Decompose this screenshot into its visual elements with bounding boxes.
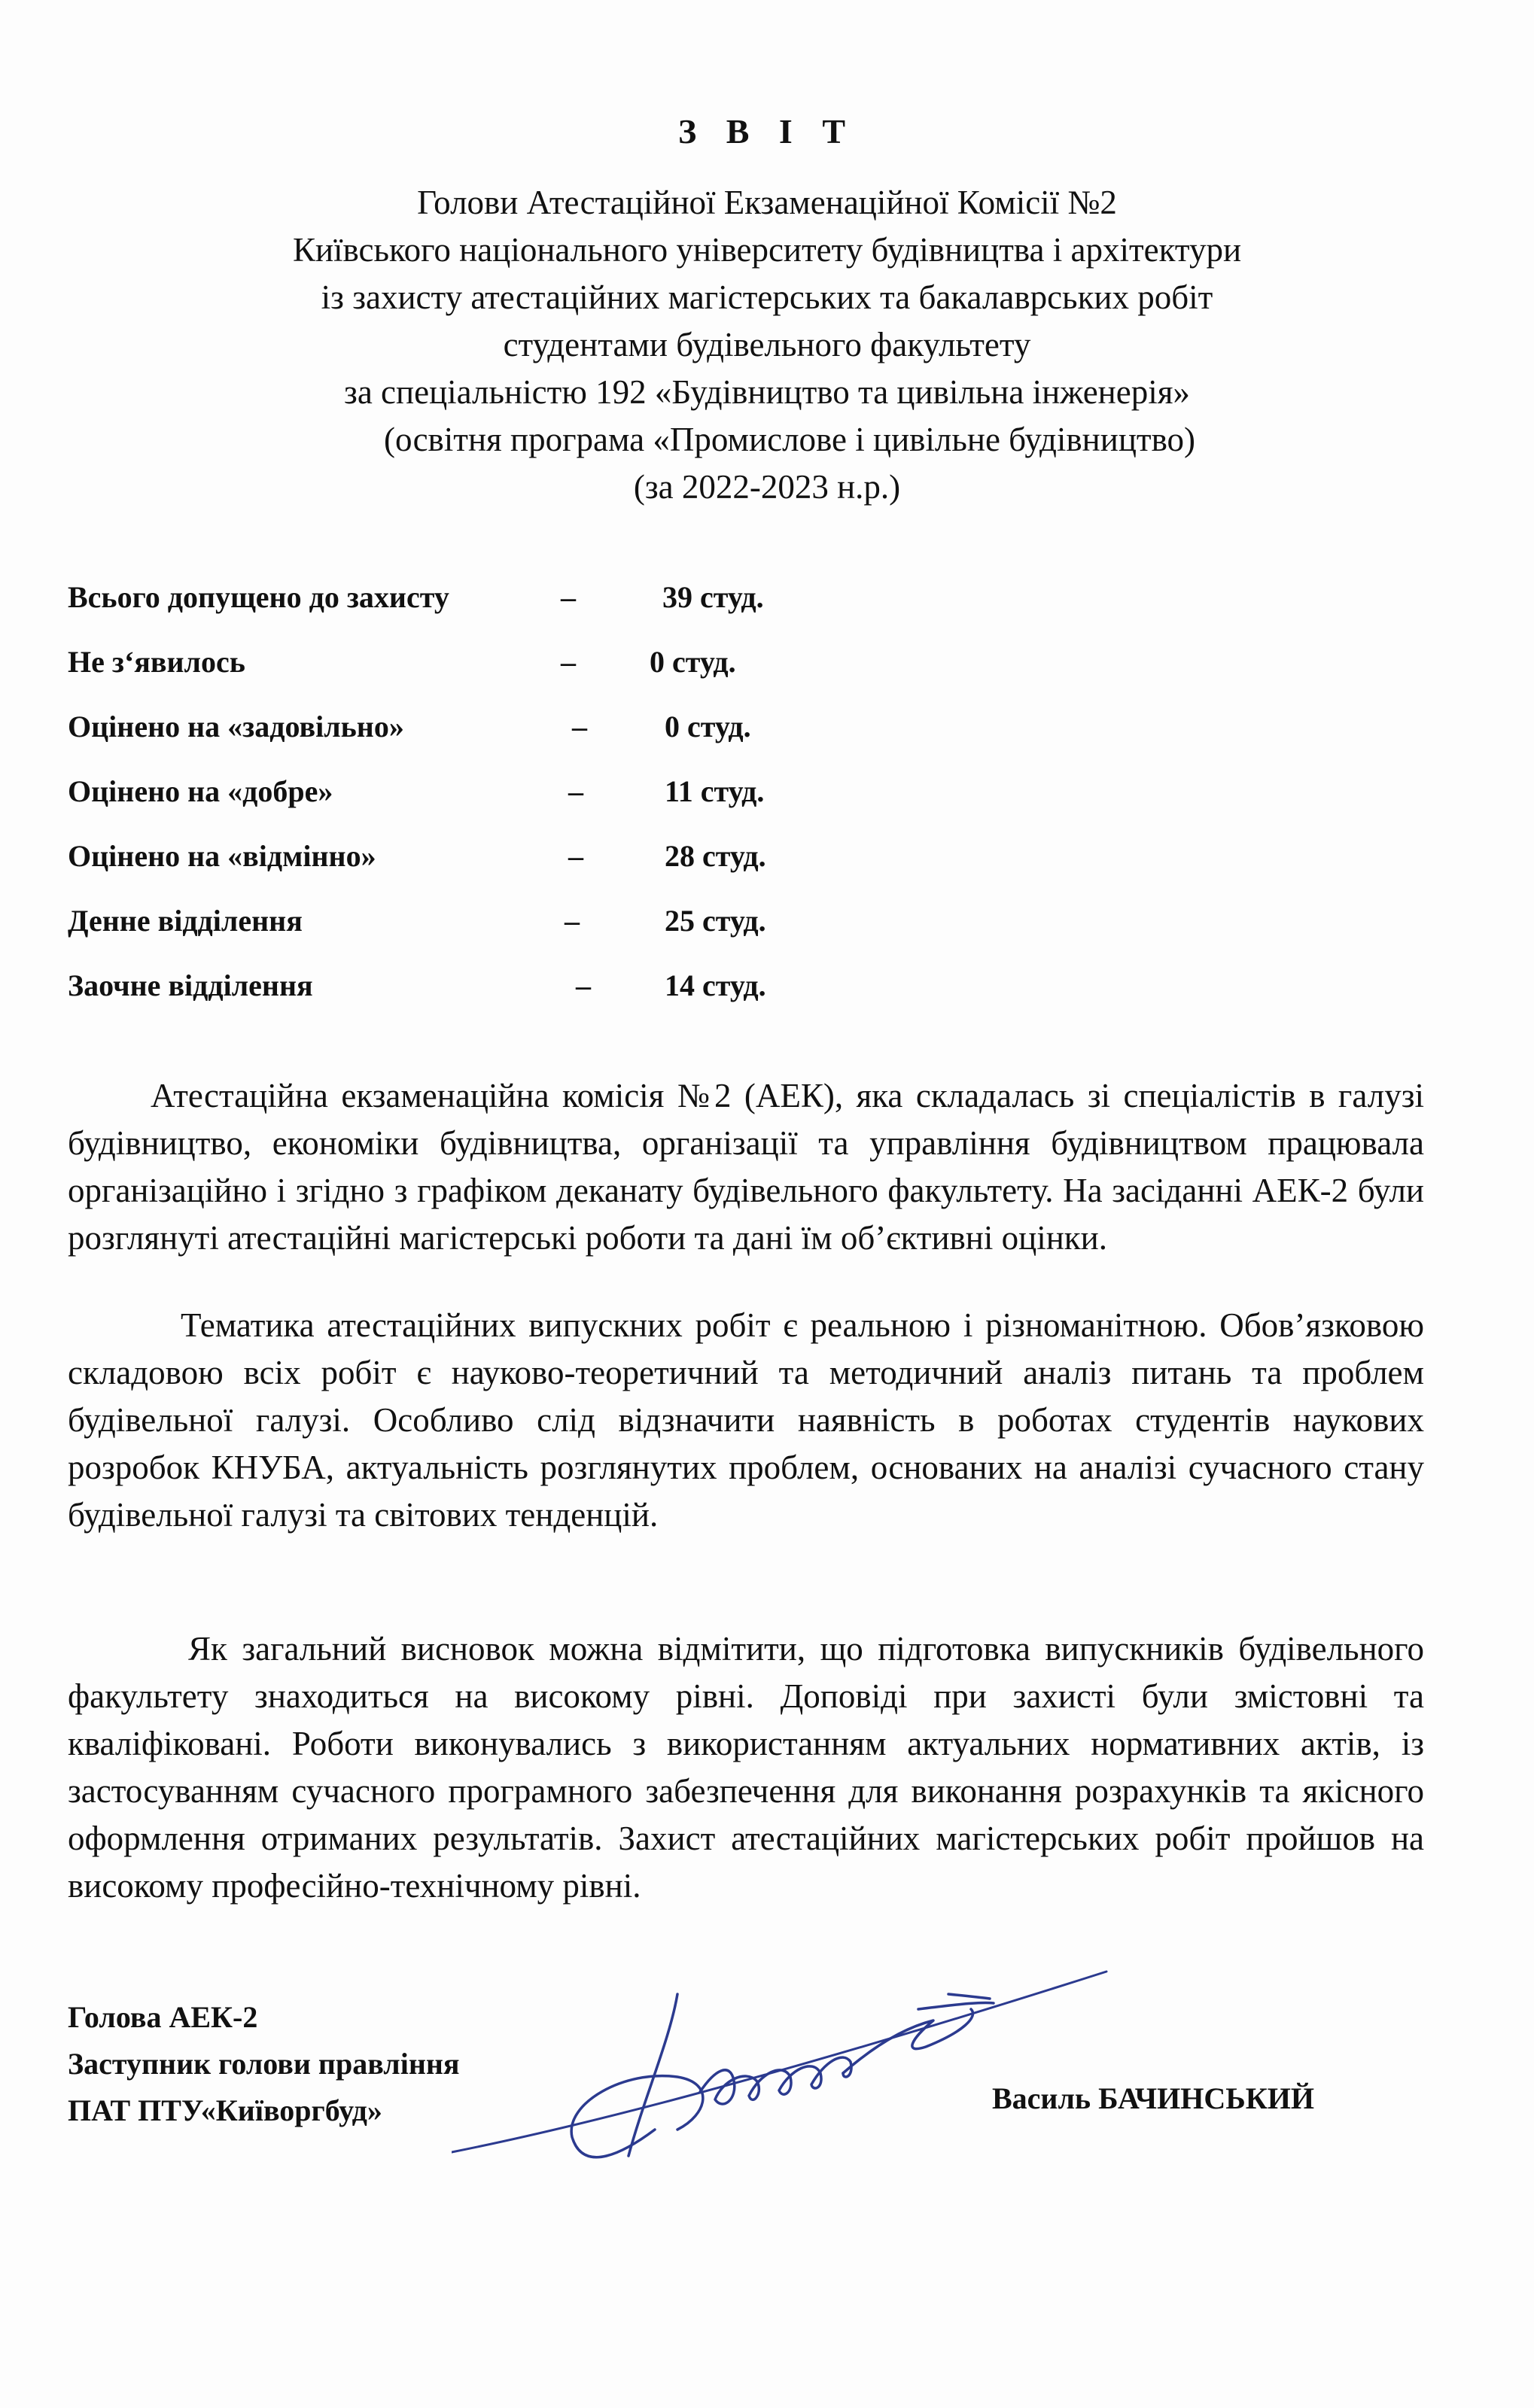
stat-dash: – (565, 904, 580, 938)
header-line: студентами будівельного факультету (503, 326, 1031, 363)
stat-label: Оцінено на «відмінно» (68, 839, 376, 873)
stat-row-excellent (68, 838, 971, 903)
report-header (151, 179, 1383, 511)
stat-value: 25 студ. (665, 904, 766, 938)
statistics-list (68, 579, 971, 1032)
paragraph-commission (68, 1072, 1424, 1262)
stat-row-part-time (68, 968, 971, 1032)
header-line: (за 2022-2023 н.р.) (633, 468, 901, 506)
header-line: (освітня програма «Промислове і цивільне будівництво) (383, 421, 1196, 458)
signatory-position-line: Заступник голови правління (68, 2047, 460, 2081)
stat-value: 0 студ. (650, 645, 736, 679)
header-line: із захисту атестаційних магістерських та бакалаврських робіт (321, 278, 1213, 316)
stat-row-admitted (68, 579, 971, 644)
handwritten-signature (452, 1949, 1114, 2175)
stat-label: Заочне відділення (68, 968, 313, 1002)
stat-value: 14 студ. (665, 968, 766, 1002)
stat-dash: – (576, 968, 591, 1002)
stat-row-satisfactory (68, 709, 971, 774)
stat-label: Всього допущено до захисту (68, 580, 449, 614)
signatory-position-line: ПАТ ПТУ«Київоргбуд» (68, 2093, 382, 2127)
stat-row-absent (68, 644, 971, 709)
stat-dash: – (561, 645, 576, 679)
stat-label: Денне відділення (68, 904, 303, 938)
stat-value: 39 студ. (662, 580, 764, 614)
header-line: Київського національного університету будівництва і архітектури (292, 231, 1242, 269)
stat-dash: – (568, 839, 583, 873)
paragraph-topics (68, 1302, 1424, 1539)
signatory-position-line: Голова АЕК-2 (68, 2000, 258, 2034)
stat-dash: – (561, 580, 576, 614)
header-line: за спеціальністю 192 «Будівництво та цивільна інженерія» (344, 373, 1190, 411)
stat-row-good (68, 774, 971, 838)
stat-dash: – (568, 774, 583, 808)
stat-value: 11 студ. (665, 774, 765, 808)
stat-label: Оцінено на «задовільно» (68, 710, 404, 743)
header-line: Голови Атестаційної Екзаменаційної Комісії №2 (417, 184, 1117, 221)
paragraph-text: Як загальний висновок можна відмітити, що підготовка випускників будівельного факультету знаходиться на високому рівні. Доповіді при захисті були змістовні та кваліфіковані. Роботи виконувались з використанням актуальних нормативних актів, із застосуванням сучасного програмного забезпечення для виконання розрахунків та якісного оформлення отриманих результатів. Захист атестаційних магістерських робіт пройшов на високому професійно-технічному рівні. (68, 1630, 1424, 1905)
paragraph-text: Тематика атестаційних випускних робіт є реальною і різноманітною. Обов’язковою складовою всіх робіт є науково-теоретичний та методичний аналіз питань та проблем будівельної галузі. Особливо слід відзначити наявність в роботах студентів наукових розробок КНУБА, актуальність розглянутих проблем, основаних на аналізі сучасного стану будівельної галузі та світових тенденцій. (68, 1306, 1424, 1534)
stat-row-full-time (68, 903, 971, 968)
stat-label: Оцінено на «добре» (68, 774, 333, 808)
paragraph-text: Атестаційна екзаменаційна комісія №2 (АЕК), яка складалась зі спеціалістів в галузі будівництво, економіки будівництва, організації та управління будівництвом працювала організаційно і згідно з графіком деканату будівельного факультету. На засіданні АЕК-2 були розглянуті атестаційні магістерські роботи та дані їм об’єктивні оцінки. (68, 1077, 1424, 1257)
paragraph-conclusion (68, 1625, 1424, 1910)
stat-value: 28 студ. (665, 839, 766, 873)
stat-dash: – (572, 710, 587, 743)
document-title: З В І Т (677, 112, 857, 150)
signatory-position (68, 1994, 460, 2134)
stat-label: Не з‘явилось (68, 645, 245, 679)
signatory-name: Василь БАЧИНСЬКИЙ (992, 2081, 1314, 2115)
stat-value: 0 студ. (665, 710, 751, 743)
